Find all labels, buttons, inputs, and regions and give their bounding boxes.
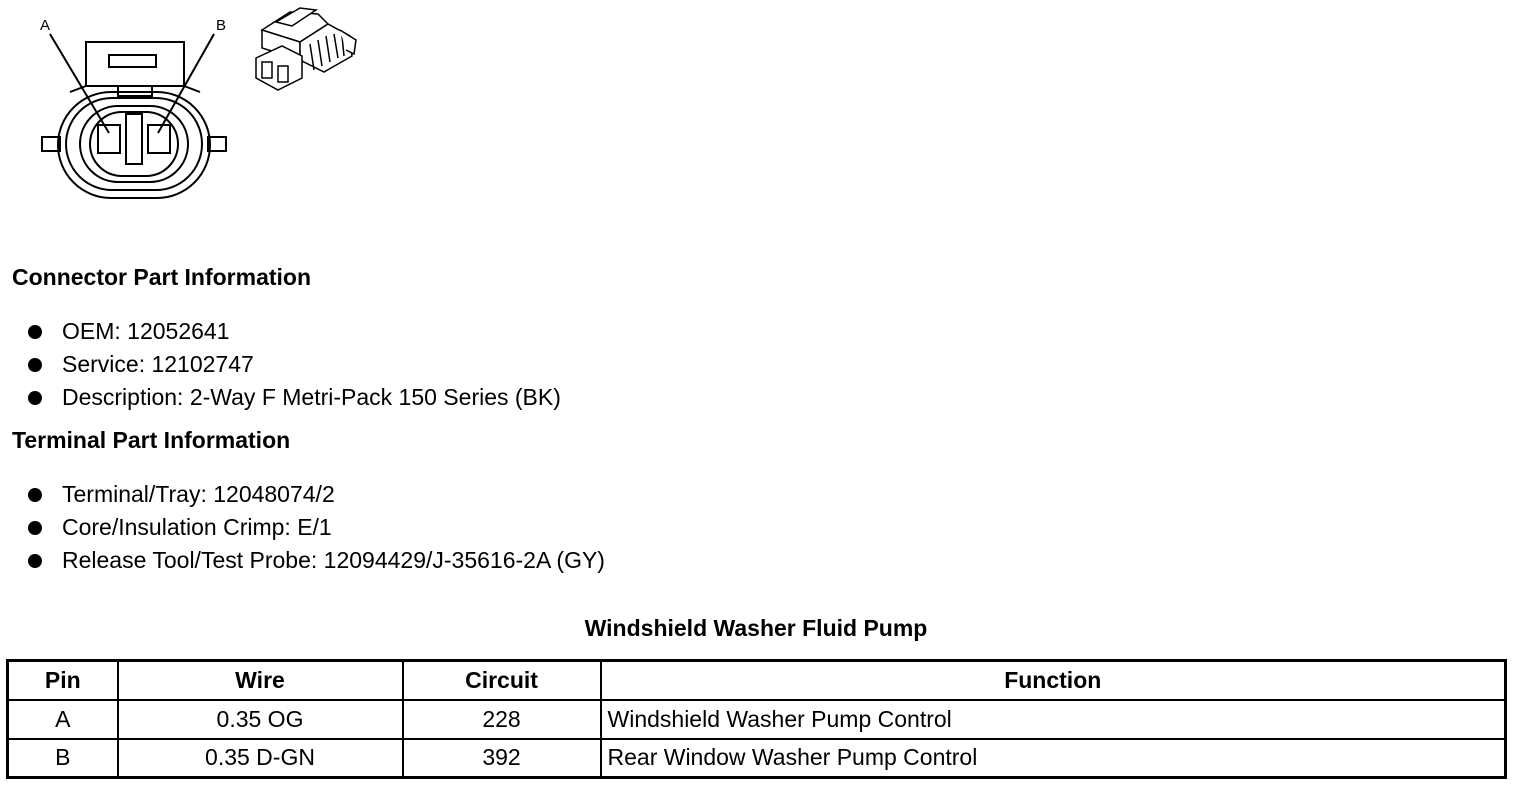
cell-wire: 0.35 OG (118, 700, 403, 739)
header-wire: Wire (118, 661, 403, 700)
header-function: Function (601, 661, 1506, 700)
header-circuit: Circuit (403, 661, 601, 700)
table-header-row (8, 661, 1506, 700)
connector-iso-view (256, 8, 356, 90)
cell-circuit: 392 (403, 739, 601, 778)
list-item-text: OEM: 12052641 (62, 318, 230, 344)
table-row (8, 739, 1506, 778)
list-item-text: Service: 12102747 (62, 351, 254, 377)
bullet-icon (28, 391, 42, 405)
connector-info-list (28, 315, 561, 414)
bullet-icon (28, 325, 42, 339)
list-item (28, 478, 605, 511)
list-item-text: Core/Insulation Crimp: E/1 (62, 514, 332, 540)
cell-pin: B (8, 739, 118, 778)
list-item (28, 348, 561, 381)
pin-label-b: B (215, 17, 227, 34)
cell-function: Rear Window Washer Pump Control (601, 739, 1506, 778)
list-item (28, 544, 605, 577)
bullet-icon (28, 358, 42, 372)
cell-wire: 0.35 D-GN (118, 739, 403, 778)
table-row (8, 700, 1506, 739)
pin-label-a: A (39, 17, 51, 34)
list-item (28, 511, 605, 544)
bullet-icon (28, 521, 42, 535)
terminal-info-list (28, 478, 605, 577)
bullet-icon (28, 488, 42, 502)
header-pin: Pin (8, 661, 118, 700)
list-item-text: Release Tool/Test Probe: 12094429/J-35616-2A (GY) (62, 547, 605, 573)
list-item (28, 315, 561, 348)
cell-function: Windshield Washer Pump Control (601, 700, 1506, 739)
cell-circuit: 228 (403, 700, 601, 739)
pin-table (6, 659, 1507, 779)
terminal-info-title: Terminal Part Information (12, 427, 291, 453)
list-item (28, 381, 561, 414)
cell-pin: A (8, 700, 118, 739)
list-item-text: Description: 2-Way F Metri-Pack 150 Series (BK) (62, 384, 561, 410)
connector-info-title: Connector Part Information (12, 264, 312, 290)
bullet-icon (28, 554, 42, 568)
pin-table-title: Windshield Washer Fluid Pump (584, 615, 928, 641)
list-item-text: Terminal/Tray: 12048074/2 (62, 481, 335, 507)
connector-diagram (0, 0, 380, 210)
connector-face-view (42, 34, 226, 198)
